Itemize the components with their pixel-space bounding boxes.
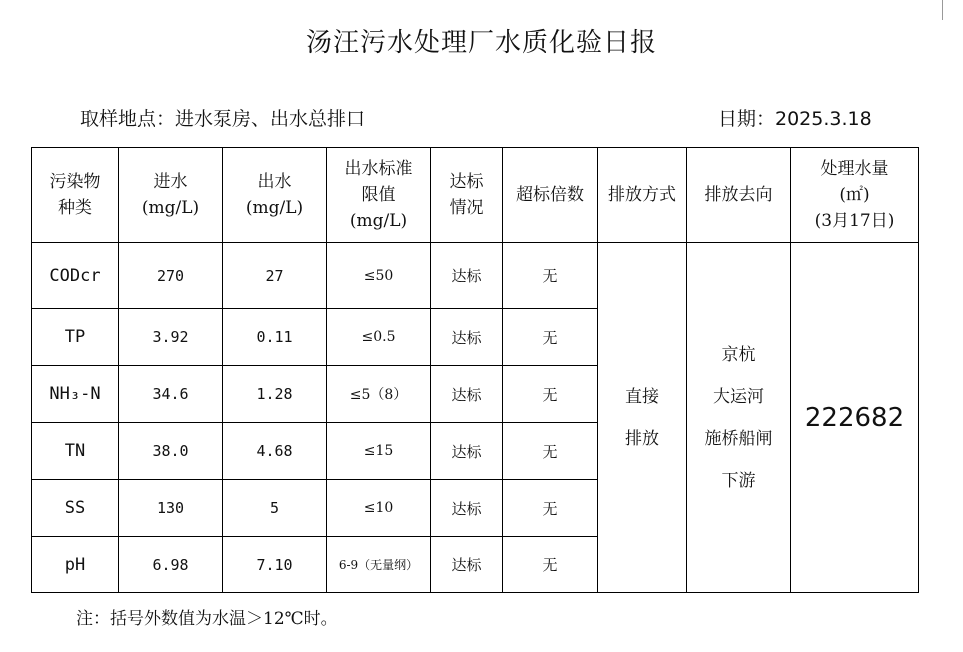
row-standard: ≤10	[327, 480, 431, 537]
row-influent: 3.92	[119, 309, 223, 366]
row-effluent: 0.11	[223, 309, 327, 366]
row-influent: 270	[119, 243, 223, 309]
header-influent	[119, 148, 223, 243]
water-quality-table	[31, 147, 919, 593]
header-pollutant-line1: 污染物	[49, 172, 101, 192]
header-status	[431, 148, 503, 243]
header-pollutant-line2: 种类	[58, 198, 92, 218]
row-effluent: 1.28	[223, 366, 327, 423]
row-status: 达标	[431, 309, 503, 366]
header-standard-line3: (mg/L)	[349, 211, 408, 231]
discharge-dest-line3: 施桥船闸	[704, 428, 773, 449]
row-exceed: 无	[503, 537, 598, 593]
report-date: 日期：2025.3.18	[718, 108, 872, 130]
row-standard: ≤15	[327, 423, 431, 480]
row-param: pH	[32, 537, 119, 593]
row-standard: ≤5（8）	[327, 366, 431, 423]
header-influent-line1: 进水	[153, 172, 188, 192]
row-status: 达标	[431, 243, 503, 309]
header-standard	[327, 148, 431, 243]
header-exceed: 超标倍数	[503, 148, 598, 243]
discharge-dest-line1: 京杭	[721, 344, 756, 365]
row-exceed: 无	[503, 423, 598, 480]
row-status: 达标	[431, 423, 503, 480]
row-effluent: 7.10	[223, 537, 327, 593]
row-param: NH₃-N	[32, 366, 119, 423]
discharge-dest-line4: 下游	[721, 470, 756, 491]
header-standard-line2: 限值	[361, 185, 396, 205]
row-exceed: 无	[503, 366, 598, 423]
row-status: 达标	[431, 480, 503, 537]
row-standard: ≤50	[327, 243, 431, 309]
row-influent: 130	[119, 480, 223, 537]
footnote: 注：括号外数值为水温＞12℃时。	[76, 609, 338, 629]
row-influent: 34.6	[119, 366, 223, 423]
table-row	[32, 243, 919, 309]
header-pollutant	[32, 148, 119, 243]
header-volume-line1: 处理水量	[820, 159, 889, 179]
discharge-dest-line2: 大运河	[713, 386, 764, 407]
discharge-mode-line2: 排放	[625, 428, 659, 449]
row-influent: 38.0	[119, 423, 223, 480]
header-effluent	[223, 148, 327, 243]
row-exceed: 无	[503, 243, 598, 309]
sampling-location: 取样地点：进水泵房、出水总排口	[80, 108, 366, 130]
row-standard: 6-9（无量纲）	[327, 537, 431, 593]
row-param: TN	[32, 423, 119, 480]
row-exceed: 无	[503, 309, 598, 366]
header-row	[32, 148, 919, 243]
discharge-mode-line1: 直接	[625, 386, 659, 407]
header-discharge-mode: 排放方式	[598, 148, 687, 243]
header-volume	[791, 148, 919, 243]
header-discharge-dest: 排放去向	[687, 148, 791, 243]
row-param: CODcr	[32, 243, 119, 309]
header-influent-line2: (mg/L)	[141, 198, 200, 218]
header-status-line2: 情况	[449, 198, 484, 218]
window-edge-mark	[942, 0, 943, 20]
discharge-mode-cell	[598, 243, 687, 593]
header-volume-line3: (3月17日)	[814, 211, 895, 231]
row-effluent: 4.68	[223, 423, 327, 480]
row-standard: ≤0.5	[327, 309, 431, 366]
report-title: 汤汪污水处理厂水质化验日报	[305, 28, 657, 58]
header-effluent-line1: 出水	[257, 172, 292, 192]
row-effluent: 27	[223, 243, 327, 309]
row-exceed: 无	[503, 480, 598, 537]
row-status: 达标	[431, 537, 503, 593]
row-param: SS	[32, 480, 119, 537]
volume-value: 222682	[791, 243, 919, 593]
discharge-dest-cell	[687, 243, 791, 593]
header-status-line1: 达标	[449, 172, 484, 192]
header-volume-line2: (㎡)	[839, 185, 870, 205]
row-effluent: 5	[223, 480, 327, 537]
row-status: 达标	[431, 366, 503, 423]
header-effluent-line2: (mg/L)	[245, 198, 304, 218]
header-standard-line1: 出水标准	[344, 159, 413, 179]
row-influent: 6.98	[119, 537, 223, 593]
row-param: TP	[32, 309, 119, 366]
